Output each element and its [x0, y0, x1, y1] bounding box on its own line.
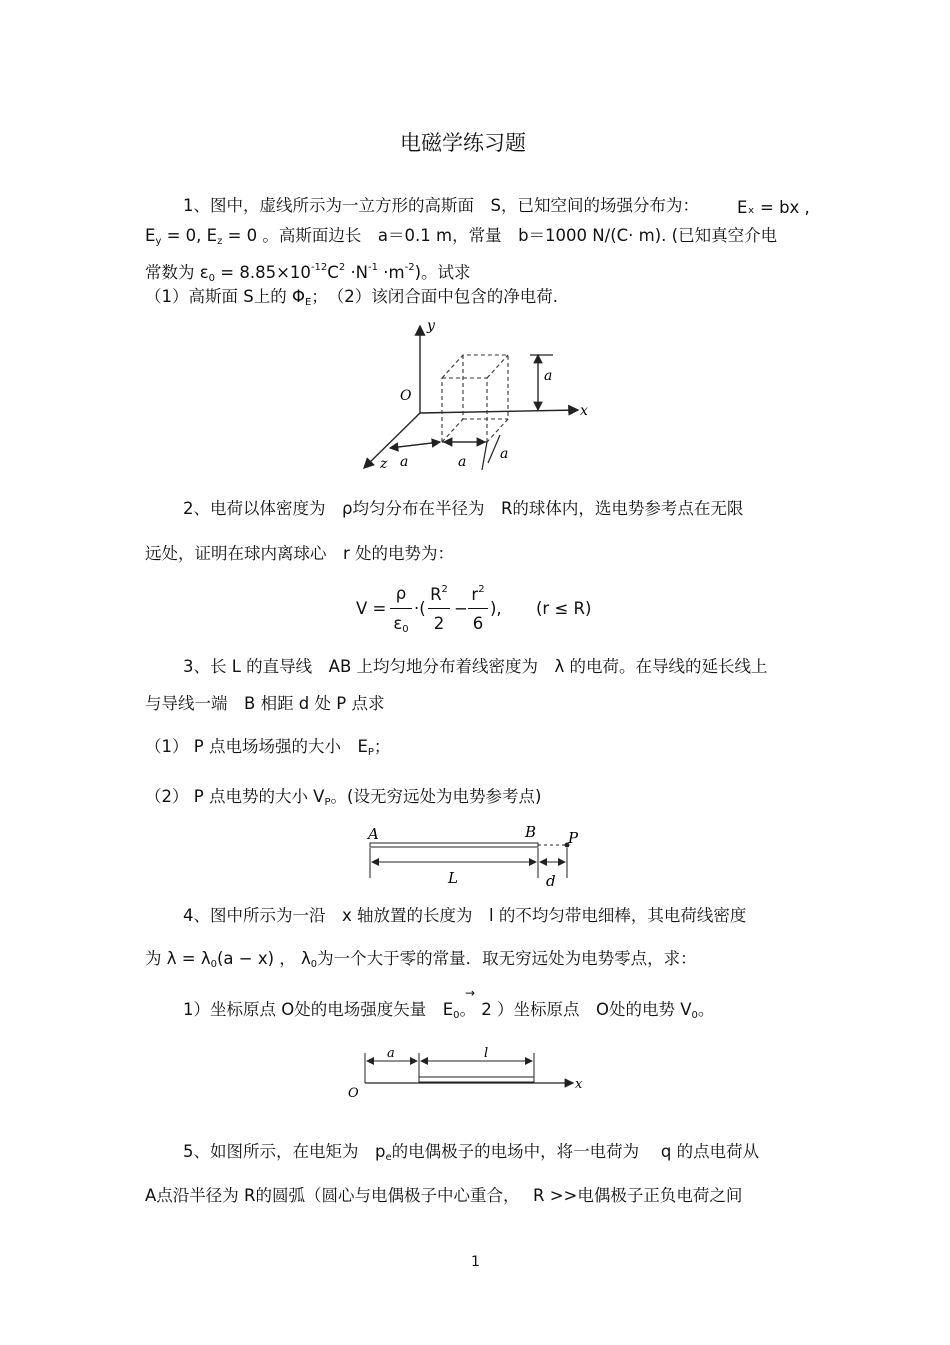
- label-a: a: [387, 1046, 395, 1061]
- label-x: x: [575, 1077, 583, 1092]
- p3-q2: （2） P 点电势的大小 $V_P$。(设无穷远处为电势参考点): [145, 787, 542, 808]
- label-l: l: [484, 1046, 489, 1061]
- p1-questions: （1）高斯面 S上的 $\Phi_E$； （2）该闭合面中包含的净电荷.: [145, 287, 559, 308]
- label-z: z: [380, 456, 388, 472]
- label-a-z: a: [400, 454, 409, 470]
- label-a-depth: a: [500, 446, 509, 462]
- label-x: x: [580, 403, 588, 419]
- charged-rod: [419, 1077, 534, 1082]
- label-y: y: [427, 318, 435, 334]
- p4-line2: 为 $\lambda = \lambda_0(a - x)$ ， $\lambda_0$为一个大于零的常量．取无穷远处为电势零点，求：: [145, 949, 697, 970]
- p5-line1: 5、如图所示，在电矩为 $p_e$的电偶极子的电场中，将一电荷为 q 的点电荷从: [183, 1142, 760, 1163]
- label-L: L: [448, 869, 458, 887]
- p3-line1: 3、长 L 的直导线 AB 上均匀地分布着线密度为 λ 的电荷。在导线的延长线上: [183, 657, 768, 676]
- p1-ex-formula: Eₓ = bx ,: [737, 198, 810, 217]
- label-origin: O: [348, 1086, 359, 1101]
- p1-line1: 1、图中，虚线所示为一立方形的高斯面 S，已知空间的场强分布为：: [183, 196, 699, 215]
- cube-dashed: [442, 355, 508, 442]
- page-number: 1: [471, 1254, 480, 1270]
- vector-arrow-icon: →: [465, 986, 476, 1000]
- label-B: B: [525, 823, 537, 841]
- axis-z: [364, 413, 420, 468]
- p4-question: 1）坐标原点 O处的电场强度矢量 $E_0$。 2 ）坐标原点 O处的电势 $V_0$。: [183, 1000, 715, 1021]
- p1-line3: 常数为 $\varepsilon_0 = 8.85\times 10^{-12}C^2 \cdot N^{-1} \cdot m^{-2}$)。试求: [145, 262, 471, 284]
- p3-line2: 与导线一端 B 相距 d 处 P 点求: [145, 694, 385, 713]
- label-origin: O: [400, 388, 412, 404]
- page-title: 电磁学练习题: [400, 131, 526, 155]
- label-a-x: a: [458, 454, 467, 470]
- p2-line2: 远处，证明在球内离球心 r 处的电势为：: [145, 544, 455, 563]
- label-P: P: [568, 829, 579, 847]
- p3-q1: （1） P 点电场场强的大小 $E_P$；: [145, 737, 391, 758]
- p5-line2: A点沿半径为 R的圆弧（圆心与电偶极子中心重合， R >>电偶极子正负电荷之间: [145, 1186, 743, 1205]
- p1-line2: $E_y = 0$, $E_z = 0$ 。高斯面边长 a＝0.1 m，常量 b＝1000 N/(C· m). (已知真空介电: [145, 226, 778, 247]
- p2-formula: V = ρ $\varepsilon_0$ ·( $R^2$ 2 − $r^2$ 6 ), (r ≤ R): [356, 584, 592, 635]
- gauss-cube-figure: [350, 318, 600, 488]
- wire-figure: [360, 820, 590, 895]
- axis-x: [420, 410, 578, 413]
- p4-line1: 4、图中所示为一沿 x 轴放置的长度为 l 的不均匀带电细棒，其电荷线密度: [183, 906, 747, 925]
- label-A: A: [368, 825, 379, 843]
- rod-figure: [345, 1045, 595, 1105]
- label-d: d: [546, 872, 556, 890]
- label-a-right: a: [544, 368, 553, 384]
- p2-line1: 2、电荷以体密度为 ρ均匀分布在半径为 R的球体内，选电势参考点在无限: [183, 499, 744, 518]
- wire-ab: [370, 843, 538, 847]
